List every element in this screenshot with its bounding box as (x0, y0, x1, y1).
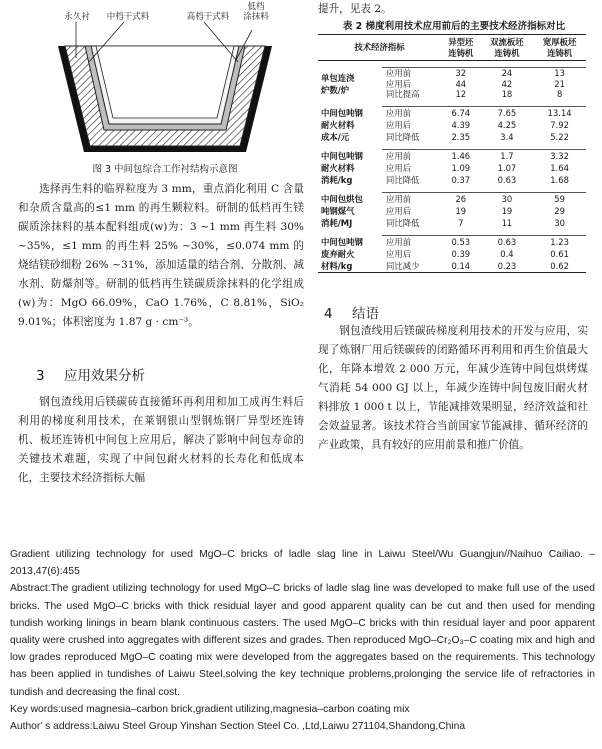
table-cell: 1.46 (441, 150, 481, 162)
figure-3 (40, 2, 290, 154)
table-header-cell: 异型坯 连铸机 (448, 36, 474, 58)
table-cell: 21 (554, 78, 565, 89)
table-cell: 0.61 (550, 248, 569, 259)
paragraph-recycled-material: 选择再生料的临界粒度为 3 mm，重点消化利用 C 含量和杂质含量高的≤1 mm 的再生颗粒料。研制的低档再生镁碳质涂抹料的基本配料组成(w)为：3 ~1 mm 再生料 30% ~35%，≤1 mm 的再生料 25% ~30%，≤0.074 mm 的烧结镁砂细粉 26% ~31%，添加适量的结合剂、分散剂、减水剂、防爆剂等。研制的低档再生镁碳质涂抹料的化学组成(w)为：MgO 66.09%，CaO 1.76%，C 8.81%，SiO₂ 9.01%；体积密度为 1.87 g · cm⁻³。 (18, 183, 304, 328)
table-cell: 8 (556, 89, 563, 100)
table-cell: 19 (501, 205, 513, 216)
table-cell: 7.92 (550, 119, 569, 130)
table-cell: 1.23 (533, 236, 586, 248)
table-cell: 30 (481, 193, 534, 205)
table-cell: 6.74 (441, 107, 481, 119)
table-spacer-row (318, 100, 586, 107)
table-row (318, 193, 586, 205)
table-header-cell: 双流板坯 连铸机 (490, 36, 524, 58)
table-cell: 1.07 (497, 162, 517, 173)
table-row (318, 236, 586, 248)
table-row-label: 应用后 (386, 162, 412, 173)
table-cell: 0.37 (451, 174, 471, 185)
table-row (318, 68, 586, 79)
table-header-row (318, 35, 586, 61)
table-header-cell: 技术经济指标 (354, 42, 405, 52)
table-cell: 1.68 (550, 174, 569, 185)
section-3-heading (36, 364, 145, 384)
continued-text: 提升，见表 2。 (318, 3, 392, 15)
section-title: 结语 (352, 306, 379, 322)
table-cell: 26 (441, 193, 481, 205)
table-row (318, 150, 586, 162)
table-cell: 13.14 (533, 107, 586, 119)
table-cell: 18 (501, 89, 513, 100)
table-group-label: 中间包烘包 吨钢煤气 消耗/MJ (321, 193, 363, 228)
table-cell: 1.7 (481, 150, 534, 162)
table-cell: 4.25 (497, 119, 517, 130)
section-number: 4 (324, 306, 333, 322)
abstract-citation: Gradient utilizing technology for used MgO–C bricks of ladle slag line in Laiwu Steel/Wu Guangjun//Naihuo Cailiao. –2013,47(6):455 (10, 549, 595, 578)
label-permanent-lining: 永久衬 (64, 12, 90, 22)
abstract-address: Author' s address:Laiwu Steel Group Yinshan Section Steel Co. ,Ltd,Laiwu 271104,Shandong,China (10, 721, 466, 733)
table-cell: 0.62 (550, 260, 569, 271)
table-row-label: 同比降低 (386, 217, 420, 228)
table-spacer-row (318, 186, 586, 193)
table-row-label: 应用前 (382, 193, 441, 205)
table-cell: 44 (455, 78, 467, 89)
table-row-label: 应用前 (382, 68, 441, 79)
table-spacer-row (318, 61, 586, 68)
table-cell: 2.35 (451, 131, 471, 142)
table-cell: 0.4 (500, 248, 514, 259)
table-cell: 0.63 (481, 236, 534, 248)
table-row-label: 应用前 (382, 150, 441, 162)
english-abstract (10, 546, 595, 735)
section-title: 应用效果分析 (64, 368, 145, 384)
table-title: 表 2 梯度利用技术应用前后的主要技术经济指标对比 (342, 21, 566, 32)
table-cell: 19 (455, 205, 467, 216)
table-group-label: 中间包吨钢 耐火材料 成本/元 (321, 107, 363, 142)
label-high-dry-mix: 高档干式料 (186, 12, 230, 22)
table-cell: 0.23 (497, 260, 517, 271)
table-cell: 12 (455, 89, 467, 100)
table-row-label: 同比降低 (386, 174, 420, 185)
table-group-label: 中间包吨钢 耐火材料 消耗/kg (321, 150, 363, 185)
table-cell: 0.63 (497, 174, 517, 185)
table-group-label: 单包连浇 炉数/炉 (321, 72, 355, 95)
table-cell: 7.65 (481, 107, 534, 119)
tundish-cavity (96, 46, 234, 118)
table-spacer-row (318, 229, 586, 236)
table-row-label: 同比降低 (386, 131, 420, 142)
table-row-label: 应用后 (386, 205, 412, 216)
table-cell: 0.53 (441, 236, 481, 248)
table-cell: 0.39 (451, 248, 471, 259)
table-cell: 1.09 (451, 162, 471, 173)
figure-caption: 图 3 中间包综合工作衬结构示意图 (92, 164, 238, 175)
paragraph-conclusion: 钢包渣线用后镁碳砖梯度利用技术的开发与应用，实现了炼钢厂用后镁碳砖的闭路循环再利用和再生价值最大化，年降本增效 2 000 万元，年减少连铸中间包烘烤煤气消耗 54 000 GJ 以上，年减少连铸中间包废旧耐火材料排放 1 000 t 以上，节能减排效果明显，经济效益和社会效益显著。该技术符合当前国家节能减排、循环经济的产业政策，具有较好的应用前景和推广价值。 (318, 325, 588, 451)
paragraph-application-effect: 钢包渣线用后镁碳砖直接循环再利用和加工成再生料后利用的梯度利用技术，在莱钢银山型钢炼钢厂异型坯连铸机、板坯连铸机中间包上应用后，解决了影响中间包寿命的关键技术难题，实现了中间包耐火材料的长寿化和低成本化，主要技术经济指标大幅 (18, 396, 304, 484)
table-cell: 42 (501, 78, 513, 89)
section-number: 3 (36, 368, 45, 384)
table-cell: 59 (533, 193, 586, 205)
table-cell: 3.4 (500, 131, 514, 142)
table-cell: 7 (458, 217, 464, 228)
table-cell: 32 (441, 68, 481, 79)
label-mid-dry-mix: 中档干式料 (106, 12, 150, 22)
table-header-cell: 宽厚板坯 连铸机 (542, 36, 577, 58)
table-row-label: 同比提高 (386, 89, 420, 100)
section-4-heading (324, 302, 379, 322)
table-row-label: 应用前 (382, 236, 441, 248)
table-spacer-row (318, 143, 586, 150)
table-cell: 0.14 (451, 260, 471, 271)
abstract-text: Abstract:The gradient utilizing technology for used MgO–C bricks of ladle slag line was developed to make full use of the used bricks. The used MgO–C bricks with thick residual layer and good apparent quality can be cut and then used for mending tundish working linings in beam blank continuous casters. The used MgO–C bricks with thin residual layer and poor apparent quality were crushed into aggregates with different sizes and grades. Then reproduced MgO–Cr₂O₃–C coating mix and high and low grades reproduced MgO–C coating mix were developed from the aggregates based on the requirements. This technology has been applied in tundishes of Laiwu Steel,solving the key technique problems,prolonging the service life of refractories in tundish and decreasing the final cost. (10, 583, 595, 698)
table-row-label: 应用前 (382, 107, 441, 119)
table-cell: 11 (501, 217, 513, 228)
table-cell: 13 (533, 68, 586, 79)
table-cell: 5.22 (550, 131, 569, 142)
table-group-label: 中间包吨钢 废弃耐火 材料/kg (321, 236, 363, 271)
abstract-keywords: Key words:used magnesia–carbon brick,gradient utilizing,magnesia–carbon coating mix (10, 703, 410, 715)
table-cell: 30 (554, 217, 565, 228)
table-row-label: 应用后 (386, 78, 412, 89)
table-cell: 1.64 (550, 162, 569, 173)
table-cell: 29 (554, 205, 565, 216)
table-cell: 3.32 (533, 150, 586, 162)
table-row-label: 应用后 (386, 119, 412, 130)
tundish-lining-diagram (40, 6, 290, 154)
table-body (318, 61, 586, 273)
table-row-label: 应用后 (386, 248, 412, 259)
table-row (318, 107, 586, 119)
table-cell: 24 (481, 68, 534, 79)
table-row-label: 同比减少 (386, 260, 420, 271)
indicator-table (318, 34, 586, 273)
table-cell: 4.39 (451, 119, 471, 130)
label-low-coating: 低档 涂抹料 (243, 2, 269, 22)
